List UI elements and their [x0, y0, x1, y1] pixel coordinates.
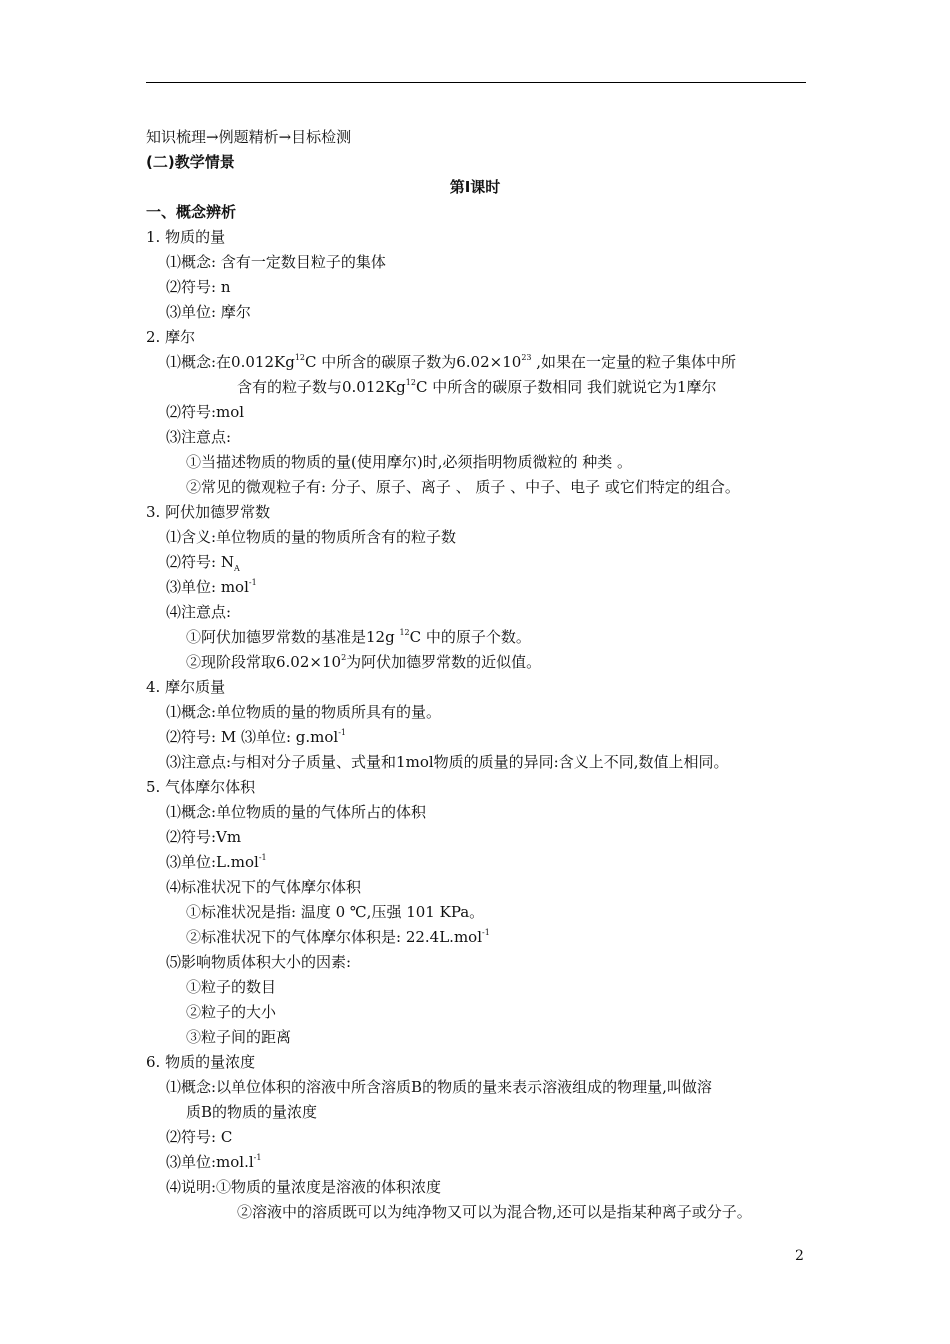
- page-number: 2: [795, 1248, 804, 1264]
- lesson-title: 第Ⅰ课时: [449, 178, 501, 196]
- s5-factor-1: ①粒子的数目: [186, 978, 277, 996]
- s4-head: 4. 摩尔质量: [146, 678, 226, 696]
- s2-concept-line1: ⑴概念:在0.012Kg$^{12}$C 中所含的碳原子数为$6.02\times 10^{23}$ ,如果在一定量的粒子集体中所: [166, 353, 737, 371]
- s4-symbol-unit: ⑵符号: M ⑶单位: g.mol$^{-1}$: [166, 728, 346, 746]
- header-rule: [146, 82, 806, 83]
- s3-unit: ⑶单位: mol$^{-1}$: [166, 578, 257, 596]
- s1-symbol: ⑵符号: n: [166, 278, 231, 296]
- s5-standard-conditions: ①标准状况是指: 温度 0 ℃,压强 101 KPa。: [186, 903, 485, 921]
- s2-note-2: ②常见的微观粒子有: 分子、原子、离子 、 质子 、中子、电子 或它们特定的组合。: [186, 478, 740, 496]
- s5-factor-3: ③粒子间的距离: [186, 1028, 292, 1046]
- s3-notes: ⑷注意点:: [166, 603, 232, 621]
- s6-concept-line1: ⑴概念:以单位体积的溶液中所含溶质B的物质的量来表示溶液组成的物理量,叫做溶: [166, 1078, 712, 1096]
- s6-note-2: ②溶液中的溶质既可以为纯净物又可以为混合物,还可以是指某种离子或分子。: [237, 1203, 752, 1221]
- s3-head: 3. 阿伏加德罗常数: [146, 503, 271, 521]
- s2-head: 2. 摩尔: [146, 328, 196, 346]
- flow-line: 知识梳理→例题精析→目标检测: [146, 128, 352, 146]
- s6-head: 6. 物质的量浓度: [146, 1053, 256, 1071]
- s3-note-2: ②现阶段常取$6.02\times 10^2$为阿伏加德罗常数的近似值。: [186, 653, 542, 671]
- s5-factor-2: ②粒子的大小: [186, 1003, 277, 1021]
- s5-concept: ⑴概念:单位物质的量的气体所占的体积: [166, 803, 427, 821]
- s1-unit: ⑶单位: 摩尔: [166, 303, 251, 321]
- s5-factors: ⑸影响物质体积大小的因素:: [166, 953, 352, 971]
- s6-symbol: ⑵符号: C: [166, 1128, 233, 1146]
- s5-head: 5. 气体摩尔体积: [146, 778, 256, 796]
- s4-notes: ⑶注意点:与相对分子质量、式量和1mol物质的质量的异同:含义上不同,数值上相同。: [166, 753, 729, 771]
- s3-meaning: ⑴含义:单位物质的量的物质所含有的粒子数: [166, 528, 457, 546]
- s2-note-1: ①当描述物质的物质的量(使用摩尔)时,必须指明物质微粒的 种类 。: [186, 453, 633, 471]
- s1-head: 1. 物质的量: [146, 228, 226, 246]
- s5-standard-volume: ⑷标准状况下的气体摩尔体积: [166, 878, 362, 896]
- s2-concept-line2: 含有的粒子数与0.012Kg$^{12}$C 中所含的碳原子数相同 我们就说它为1摩尔: [237, 378, 717, 396]
- part-heading: 一、概念辨析: [146, 203, 237, 221]
- s6-note-1: ⑷说明:①物质的量浓度是溶液的体积浓度: [166, 1178, 442, 1196]
- s5-symbol: ⑵符号:Vm: [166, 828, 242, 846]
- s5-standard-molar-volume: ②标准状况下的气体摩尔体积是: 22.4L.mol$^{-1}$: [186, 928, 490, 946]
- s1-concept: ⑴概念: 含有一定数目粒子的集体: [166, 253, 386, 271]
- s3-note-1: ①阿伏加德罗常数的基准是12g $^{12}$C 中的原子个数。: [186, 628, 531, 646]
- s5-unit: ⑶单位:L.mol$^{-1}$: [166, 853, 267, 871]
- s2-notes: ⑶注意点:: [166, 428, 232, 446]
- s3-symbol: ⑵符号: $N_A$: [166, 553, 240, 573]
- s2-symbol: ⑵符号:mol: [166, 403, 245, 421]
- section-heading: (二)教学情景: [146, 153, 235, 171]
- s4-concept: ⑴概念:单位物质的量的物质所具有的量。: [166, 703, 442, 721]
- s6-unit: ⑶单位$:mol.l^{-1}$: [166, 1153, 262, 1171]
- s6-concept-line2: 质B的物质的量浓度: [186, 1103, 318, 1121]
